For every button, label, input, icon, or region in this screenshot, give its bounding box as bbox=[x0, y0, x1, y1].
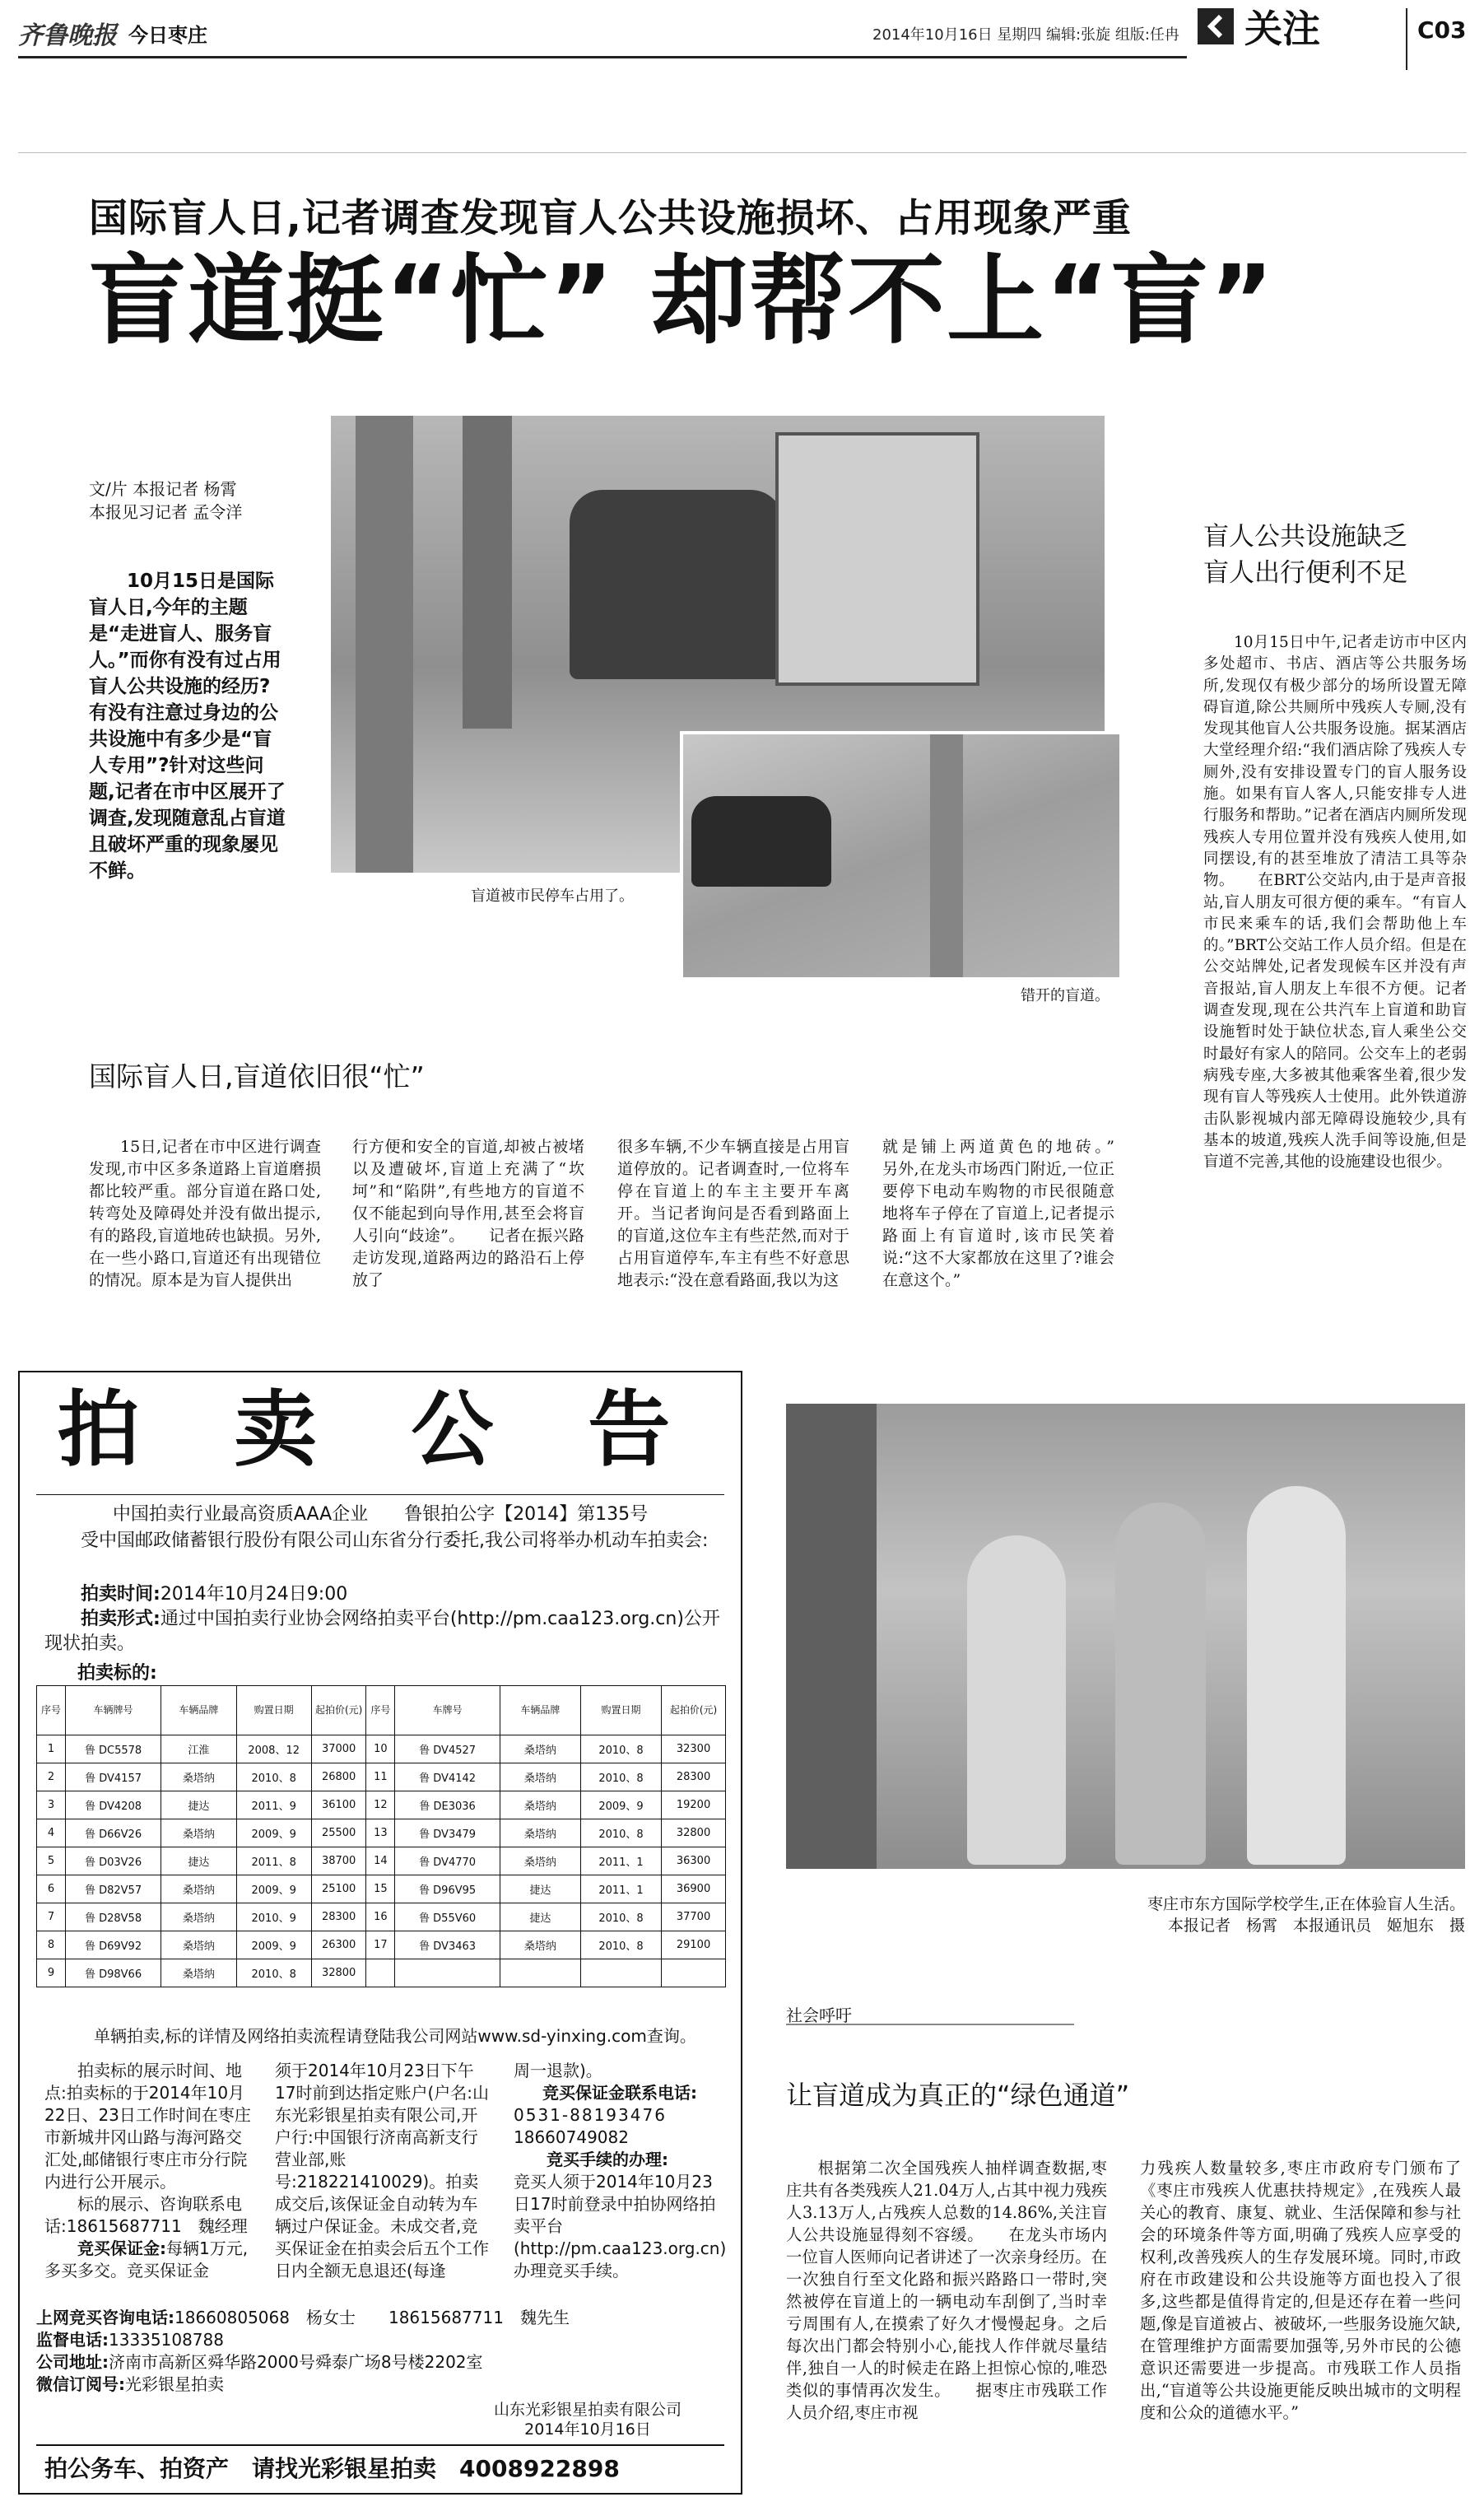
auction-table bbox=[36, 1685, 726, 1987]
table-cell: 2010、8 bbox=[580, 1735, 661, 1763]
tree-trunk bbox=[930, 734, 963, 977]
section-label: 关注 bbox=[1244, 7, 1320, 51]
header-rule bbox=[18, 56, 1187, 58]
sec1-title: 国际盲人日,盲道依旧很“忙” bbox=[89, 1060, 425, 1092]
table-cell: 25100 bbox=[311, 1875, 366, 1903]
header-divider bbox=[1406, 8, 1407, 70]
table-cell: 桑塔纳 bbox=[500, 1735, 580, 1763]
table-cell: 江淮 bbox=[161, 1735, 236, 1763]
lead-paragraph: 10月15日是国际盲人日,今年的主题是“走进盲人、服务盲人。”而你有没有过占用盲人公共设施的经历?有没有注意过身边的公共设施中有多少是“盲人专用”?针对这些问题,记者在市中区展开了调查,发现随意乱占盲道且破坏严重的现象屡见不鲜。 bbox=[89, 571, 286, 882]
table-cell bbox=[395, 1959, 500, 1987]
ad-sign-company: 山东光彩银星拍卖有限公司 bbox=[493, 2401, 682, 2419]
table-cell: 2 bbox=[37, 1763, 66, 1791]
photo3-caption bbox=[1119, 1894, 1465, 1936]
table-cell: 2009、9 bbox=[580, 1791, 661, 1819]
table-cell bbox=[500, 1959, 580, 1987]
ad-footer-value: 18660805068 杨女士 18615687711 魏先生 bbox=[174, 2308, 570, 2327]
table-cell: 鲁 D82V57 bbox=[65, 1875, 160, 1903]
ad-proc-label: 竞买手续的办理: bbox=[547, 2150, 668, 2169]
table-cell: 26800 bbox=[311, 1763, 366, 1791]
tree-trunk bbox=[463, 416, 512, 729]
table-cell: 桑塔纳 bbox=[500, 1791, 580, 1819]
table-cell: 32800 bbox=[662, 1819, 726, 1847]
table-cell: 26300 bbox=[311, 1931, 366, 1959]
byline-line: 本报见习记者 孟令洋 bbox=[89, 502, 243, 522]
table-cell: 32800 bbox=[311, 1959, 366, 1987]
table-cell: 17 bbox=[366, 1931, 395, 1959]
table-row bbox=[37, 1819, 726, 1847]
sec2-body: 10月15日中午,记者走访市中区内多处超市、书店、酒店等公共服务场所,发现仅有极少部分的场所设置无障碍盲道,除公共厕所中残疾人专厕,没有发现其他盲人公共服务设施。据某酒店大堂经理介绍:“我们酒店除了残疾人专厕外,没有安排设置专门的盲人服务设施。如果有盲人客人,只能安排专人进行服务和帮助。”记者在酒店内厕所发现残疾人专用位置并没有残疾人使用,如同摆设,有的甚至堆放了清洁工具等杂物。 在BRT公交站内,由于是声音报站,盲人朋友可很方便的乘车。“有盲人市民来乘车的话,我们会帮助他上车的。”BRT公交站工作人员介绍。但是在公交站牌处,记者发现候车区并没有声音报站,盲人朋友上车很不方便。记者调查发现,现在公共汽车上盲道和助盲设施暂时处于缺位状态,盲人乘坐公交时最好有家人的陪同。公交车上的老弱病残专座,大多被其他乘客坐着,很少发现有盲人等残疾人士使用。此外铁道游击队影视城内部无障碍设施较少,具有基本的坡道,残疾人洗手间等设施,但是盲道不完善,其他的设施建设也很少。 bbox=[1203, 634, 1467, 1172]
table-cell: 桑塔纳 bbox=[161, 1875, 236, 1903]
sec2-title bbox=[1203, 519, 1407, 591]
ad-lot-label: 拍卖标的: bbox=[77, 1663, 157, 1684]
table-cell: 15 bbox=[366, 1875, 395, 1903]
table-cell: 2009、9 bbox=[236, 1819, 311, 1847]
ad-title: 拍 卖 公 告 bbox=[57, 1381, 704, 1478]
table-cell bbox=[662, 1959, 726, 1987]
ad-footer-info bbox=[36, 2307, 728, 2396]
column-tag: 社会呼吁 bbox=[786, 2006, 852, 2025]
ad-footer-line bbox=[36, 2329, 728, 2351]
table-cell: 鲁 D55V60 bbox=[395, 1903, 500, 1931]
table-cell: 鲁 D96V95 bbox=[395, 1875, 500, 1903]
table-cell: 鲁 D98V66 bbox=[65, 1959, 160, 1987]
table-cell: 鲁 DE3036 bbox=[395, 1791, 500, 1819]
ad-bond-phone: 18660749082 bbox=[514, 2127, 629, 2147]
ad-deposit-label: 竞买保证金: bbox=[77, 2238, 166, 2258]
table-cell: 37700 bbox=[662, 1903, 726, 1931]
table-cell: 桑塔纳 bbox=[500, 1819, 580, 1847]
ad-footer-label: 监督电话: bbox=[36, 2330, 109, 2350]
table-cell: 鲁 DV3463 bbox=[395, 1931, 500, 1959]
table-cell bbox=[366, 1959, 395, 1987]
ad-body-col1: 拍卖标的展示时间、地点:拍卖标的于2014年10月22日、23日工作时间在枣庄市新城井冈山路与海河路交汇处,邮储银行枣庄市分行院内进行公开展示。 bbox=[44, 2061, 251, 2192]
table-cell: 桑塔纳 bbox=[500, 1763, 580, 1791]
ad-form-label: 拍卖形式: bbox=[81, 1609, 160, 1629]
table-cell: 桑塔纳 bbox=[161, 1931, 236, 1959]
sec1-col: 行方便和安全的盲道,却被占被堵以及遭破坏,盲道上充满了“坎坷”和“陷阱”,有些地方的盲道不仅不能起到向导作用,甚至会将盲人引向“歧途”。 记者在振兴路走访发现,道路两边的路沿石上停放了 bbox=[352, 1138, 584, 1289]
ad-rule bbox=[36, 1494, 724, 1495]
table-cell: 11 bbox=[366, 1763, 395, 1791]
table-row bbox=[37, 1791, 726, 1819]
student-figure bbox=[1247, 1486, 1346, 1865]
table-cell: 鲁 DV4770 bbox=[395, 1847, 500, 1875]
table-cell: 36100 bbox=[311, 1791, 366, 1819]
table-cell: 5 bbox=[37, 1847, 66, 1875]
ad-footer-line bbox=[36, 2351, 728, 2374]
column-title: 让盲道成为真正的“绿色通道” bbox=[786, 2080, 1130, 2111]
table-cell: 鲁 DV4142 bbox=[395, 1763, 500, 1791]
table-cell: 鲁 DV3479 bbox=[395, 1819, 500, 1847]
th: 车辆品牌 bbox=[500, 1686, 580, 1735]
table-cell: 桑塔纳 bbox=[161, 1819, 236, 1847]
photo-caption-line: 本报记者 杨霄 本报通讯员 姬旭东 摄 bbox=[1167, 1917, 1465, 1935]
ad-col3 bbox=[514, 2060, 726, 2282]
table-cell: 9 bbox=[37, 1959, 66, 1987]
table-cell bbox=[580, 1959, 661, 1987]
ad-body-col2: 须于2014年10月23日下午17时前到达指定账户(户名:山东光彩银星拍卖有限公司,开户行:中国银行济南高新支行营业部,账号:218221410029)。拍卖成交后,该保证金自动转为车辆过户保证金。未成交者,竞买保证金在拍卖会后五个工作日内全额无息退还(每逢 bbox=[275, 2061, 489, 2280]
th: 序号 bbox=[366, 1686, 395, 1735]
table-cell: 2011、1 bbox=[580, 1847, 661, 1875]
table-cell: 捷达 bbox=[500, 1875, 580, 1903]
parked-car bbox=[691, 796, 831, 887]
table-cell: 2011、9 bbox=[236, 1791, 311, 1819]
table-cell: 2010、8 bbox=[580, 1903, 661, 1931]
th: 起拍价(元) bbox=[662, 1686, 726, 1735]
byline-line: 文/片 本报记者 杨霄 bbox=[89, 479, 237, 499]
student-figure bbox=[967, 1535, 1066, 1865]
ad-footer-line bbox=[36, 2374, 728, 2396]
table-cell: 2010、8 bbox=[580, 1931, 661, 1959]
table-cell: 7 bbox=[37, 1903, 66, 1931]
table-cell: 12 bbox=[366, 1791, 395, 1819]
ad-intro: 受中国邮政储蓄银行股份有限公司山东省分行委托,我公司将举办机动车拍卖会: bbox=[81, 1530, 709, 1551]
sec1-col: 就是铺上两道黄色的地砖。” 另外,在龙头市场西门附近,一位正要停下电动车购物的市民很随意地将车子停在了盲道上,记者提示路面上有盲道时,该市民笑着说:“这不大家都放在这里了?谁会在意这个。” bbox=[882, 1138, 1147, 1289]
table-cell: 36300 bbox=[662, 1847, 726, 1875]
table-cell: 2010、8 bbox=[580, 1819, 661, 1847]
table-cell: 鲁 D66V26 bbox=[65, 1819, 160, 1847]
page-number: C03 bbox=[1417, 16, 1467, 44]
ad-footer-value: 13335108788 bbox=[109, 2330, 224, 2350]
table-cell: 28300 bbox=[662, 1763, 726, 1791]
th: 车牌号 bbox=[395, 1686, 500, 1735]
sec1-col: 15日,记者在市中区进行调查发现,市中区多条道路上盲道磨损都比较严重。部分盲道在路口处,转弯处及障碍处并没有做出提示,有的路段,盲道地砖也缺损。另外,在一些小路口,盲道还有出现错位的情况。原本是为盲人提供出 bbox=[89, 1138, 321, 1289]
ad-sub: 中国拍卖行业最高资质AAA企业 鲁银拍公字【2014】第135号 bbox=[112, 1504, 649, 1525]
table-cell: 捷达 bbox=[161, 1847, 236, 1875]
photo-students-blindfolded bbox=[786, 1404, 1465, 1869]
table-cell: 19200 bbox=[662, 1791, 726, 1819]
ad-footer-value: 济南市高新区舜华路2000号舜泰广场8号楼2202室 bbox=[109, 2352, 483, 2372]
table-cell: 2011、8 bbox=[236, 1847, 311, 1875]
table-cell: 2009、9 bbox=[236, 1875, 311, 1903]
sec2-title-line: 盲人出行便利不足 bbox=[1203, 558, 1407, 588]
tree-trunk bbox=[356, 416, 413, 873]
table-cell: 2011、1 bbox=[580, 1875, 661, 1903]
kicker: 国际盲人日,记者调查发现盲人公共设施损坏、占用现象严重 bbox=[89, 196, 1132, 241]
headline: 盲道挺“忙” 却帮不上“盲” bbox=[89, 244, 1276, 357]
ad-contact-label: 标的展示、咨询联系电话: bbox=[44, 2194, 242, 2236]
ad-rule bbox=[36, 2444, 724, 2446]
table-cell: 捷达 bbox=[161, 1791, 236, 1819]
th: 车辆牌号 bbox=[65, 1686, 160, 1735]
ad-time bbox=[44, 1582, 728, 1607]
ad-col1 bbox=[44, 2060, 254, 2282]
table-cell: 37000 bbox=[311, 1735, 366, 1763]
table-cell: 鲁 D69V92 bbox=[65, 1931, 160, 1959]
sec1-col: 很多车辆,不少车辆直接是占用盲道停放的。记者调查时,一位将车停在盲道上的车主主要开车离开。当记者询问是否看到路面上的盲道,这位车主有些茫然,而对于占用盲道停车,车主有些不好意思地表示:“没在意看路面,我以为这 bbox=[617, 1138, 849, 1289]
edition-name: 今日枣庄 bbox=[128, 23, 207, 47]
table-cell: 2010、8 bbox=[236, 1959, 311, 1987]
ad-footer-label: 微信订阅号: bbox=[36, 2374, 125, 2394]
table-cell: 28300 bbox=[311, 1903, 366, 1931]
table-row bbox=[37, 1763, 726, 1791]
table-cell: 32300 bbox=[662, 1735, 726, 1763]
table-cell: 6 bbox=[37, 1875, 66, 1903]
ad-contact bbox=[44, 2193, 254, 2238]
table-cell: 38700 bbox=[311, 1847, 366, 1875]
table-cell: 桑塔纳 bbox=[500, 1931, 580, 1959]
table-cell: 鲁 DV4157 bbox=[65, 1763, 160, 1791]
table-cell: 36900 bbox=[662, 1875, 726, 1903]
table-cell: 14 bbox=[366, 1847, 395, 1875]
column-body: 根据第二次全国残疾人抽样调查数据,枣庄共有各类残疾人21.04万人,占其中视力残疾人3.13万人,占残疾人总数的14.86%,关注盲人公共设施显得刻不容缓。 在龙头市场内一位盲人医师向记者讲述了一次亲身经历。在一次独自行至文化路和振兴路路口一带时,突然被停在盲道上的一辆电动车刮倒了,当时幸亏周围有人,在摸索了好久才慢慢起身。之后每次出门都会特别小心,能找人作伴就尽量结伴,独自一人的时候走在路上担惊心惊的,唯恐类似的事情再次发生。 据枣庄市残联工作人员介绍,枣庄市视 bbox=[786, 2159, 1107, 2422]
photo-caption: 错开的盲道。 bbox=[1021, 987, 1110, 1004]
th: 序号 bbox=[37, 1686, 66, 1735]
th: 购置日期 bbox=[236, 1686, 311, 1735]
ad-bond-label: 竞买保证金联系电话: bbox=[542, 2083, 697, 2103]
table-row bbox=[37, 1735, 726, 1763]
tricycle-cargo-box bbox=[775, 432, 979, 686]
table-row bbox=[37, 1875, 726, 1903]
ad-banner: 拍公务车、拍资产 请找光彩银星拍卖 4008922898 bbox=[44, 2455, 620, 2482]
table-cell: 29100 bbox=[662, 1931, 726, 1959]
table-cell: 2010、8 bbox=[580, 1763, 661, 1791]
table-cell: 桑塔纳 bbox=[161, 1903, 236, 1931]
ad-sign-date: 2014年10月16日 bbox=[524, 2420, 651, 2439]
table-header-row bbox=[37, 1686, 726, 1735]
table-cell: 25500 bbox=[311, 1819, 366, 1847]
ad-footer-line bbox=[36, 2307, 728, 2329]
table-cell: 3 bbox=[37, 1791, 66, 1819]
ad-time-label: 拍卖时间: bbox=[81, 1584, 160, 1605]
table-cell: 2010、8 bbox=[236, 1763, 311, 1791]
ad-form bbox=[44, 1607, 728, 1656]
parked-car bbox=[570, 490, 784, 679]
table-cell: 鲁 D03V26 bbox=[65, 1847, 160, 1875]
table-row bbox=[37, 1959, 726, 1987]
table-cell: 1 bbox=[37, 1735, 66, 1763]
table-cell: 鲁 DC5578 bbox=[65, 1735, 160, 1763]
chevron-left-icon bbox=[1198, 8, 1234, 44]
auction-ad bbox=[18, 1371, 742, 2495]
photo-caption-line: 枣庄市东方国际学校学生,正在体验盲人生活。 bbox=[1147, 1895, 1465, 1913]
th: 起拍价(元) bbox=[311, 1686, 366, 1735]
table-cell: 10 bbox=[366, 1735, 395, 1763]
student-figure bbox=[1115, 1502, 1206, 1865]
ad-proc: 竞买人须于2014年10月23日17时前登录中拍协网络拍卖平台(http://pm.caa123.org.cn)办理竞买手续。 bbox=[514, 2172, 727, 2280]
ad-contact-value: 18615687711 魏经理 bbox=[66, 2216, 248, 2236]
table-row bbox=[37, 1903, 726, 1931]
table-cell: 2008、12 bbox=[236, 1735, 311, 1763]
photo-misaligned-blind-path bbox=[680, 731, 1123, 981]
ad-footer-label: 上网竞买咨询电话: bbox=[36, 2308, 174, 2327]
paper-logo: 齐鲁晚报 bbox=[18, 21, 117, 50]
ad-time-value: 2014年10月24日9:00 bbox=[160, 1584, 348, 1605]
ad-bond-phone: 0531-88193476 bbox=[514, 2105, 667, 2125]
table-cell: 4 bbox=[37, 1819, 66, 1847]
ad-signature bbox=[464, 2400, 711, 2439]
masthead bbox=[18, 16, 207, 49]
header-meta: 2014年10月16日 星期四 编辑:张旋 组版:任冉 bbox=[872, 26, 1179, 44]
table-cell: 桑塔纳 bbox=[161, 1959, 236, 1987]
ad-deposit-value: 每辆1万元,多买多交。竞买保证金 bbox=[44, 2238, 249, 2280]
ad-form-value: 通过中国拍卖行业协会网络拍卖平台(http://pm.caa123.org.cn)公开现状拍卖。 bbox=[44, 1609, 720, 1654]
table-cell: 2009、9 bbox=[236, 1931, 311, 1959]
photo-caption: 盲道被市民停车占用了。 bbox=[471, 887, 634, 905]
table-cell: 16 bbox=[366, 1903, 395, 1931]
table-cell: 鲁 DV4208 bbox=[65, 1791, 160, 1819]
top-rule bbox=[18, 152, 1467, 153]
table-cell: 桑塔纳 bbox=[161, 1763, 236, 1791]
table-cell: 鲁 D28V58 bbox=[65, 1903, 160, 1931]
th: 车辆品牌 bbox=[161, 1686, 236, 1735]
th: 购置日期 bbox=[580, 1686, 661, 1735]
sec2-title-line: 盲人公共设施缺乏 bbox=[1203, 522, 1407, 552]
table-cell: 8 bbox=[37, 1931, 66, 1959]
ad-site-note: 单辆拍卖,标的详情及网络拍卖流程请登陆我公司网站www.sd-yinxing.com查询。 bbox=[94, 2026, 696, 2046]
wall-shadow bbox=[786, 1404, 877, 1869]
table-cell: 捷达 bbox=[500, 1903, 580, 1931]
table-cell: 13 bbox=[366, 1819, 395, 1847]
ad-footer-value: 光彩银星拍卖 bbox=[125, 2374, 224, 2394]
ad-footer-label: 公司地址: bbox=[36, 2352, 109, 2372]
table-row bbox=[37, 1931, 726, 1959]
table-cell: 桑塔纳 bbox=[500, 1847, 580, 1875]
ad-body-col3: 周一退款)。 bbox=[514, 2061, 602, 2080]
column-body: 力残疾人数量较多,枣庄市政府专门颁布了《枣庄市残疾人优惠扶持规定》,在残疾人最关心的教育、康复、就业、生活保障和参与社会的环境条件等方面,明确了残疾人应享受的权利,改善残疾人的生存发展环境。同时,市政府在市政建设和公共设施等方面也投入了很多,这些都是值得肯定的,但是还存在着一些问题,像是盲道被占、被破坏,一些服务设施欠缺,在管理维护方面需要加强等,另外市民的公德意识还需要进一步提高。市残联工作人员指出,“盲道等公共设施更能反映出城市的文明程度和公众的道德水平。” bbox=[1140, 2159, 1461, 2422]
table-row bbox=[37, 1847, 726, 1875]
ad-deposit bbox=[44, 2238, 254, 2282]
byline bbox=[89, 478, 242, 524]
column-tag-box bbox=[786, 2002, 1074, 2025]
table-cell: 鲁 DV4527 bbox=[395, 1735, 500, 1763]
table-cell: 2010、9 bbox=[236, 1903, 311, 1931]
